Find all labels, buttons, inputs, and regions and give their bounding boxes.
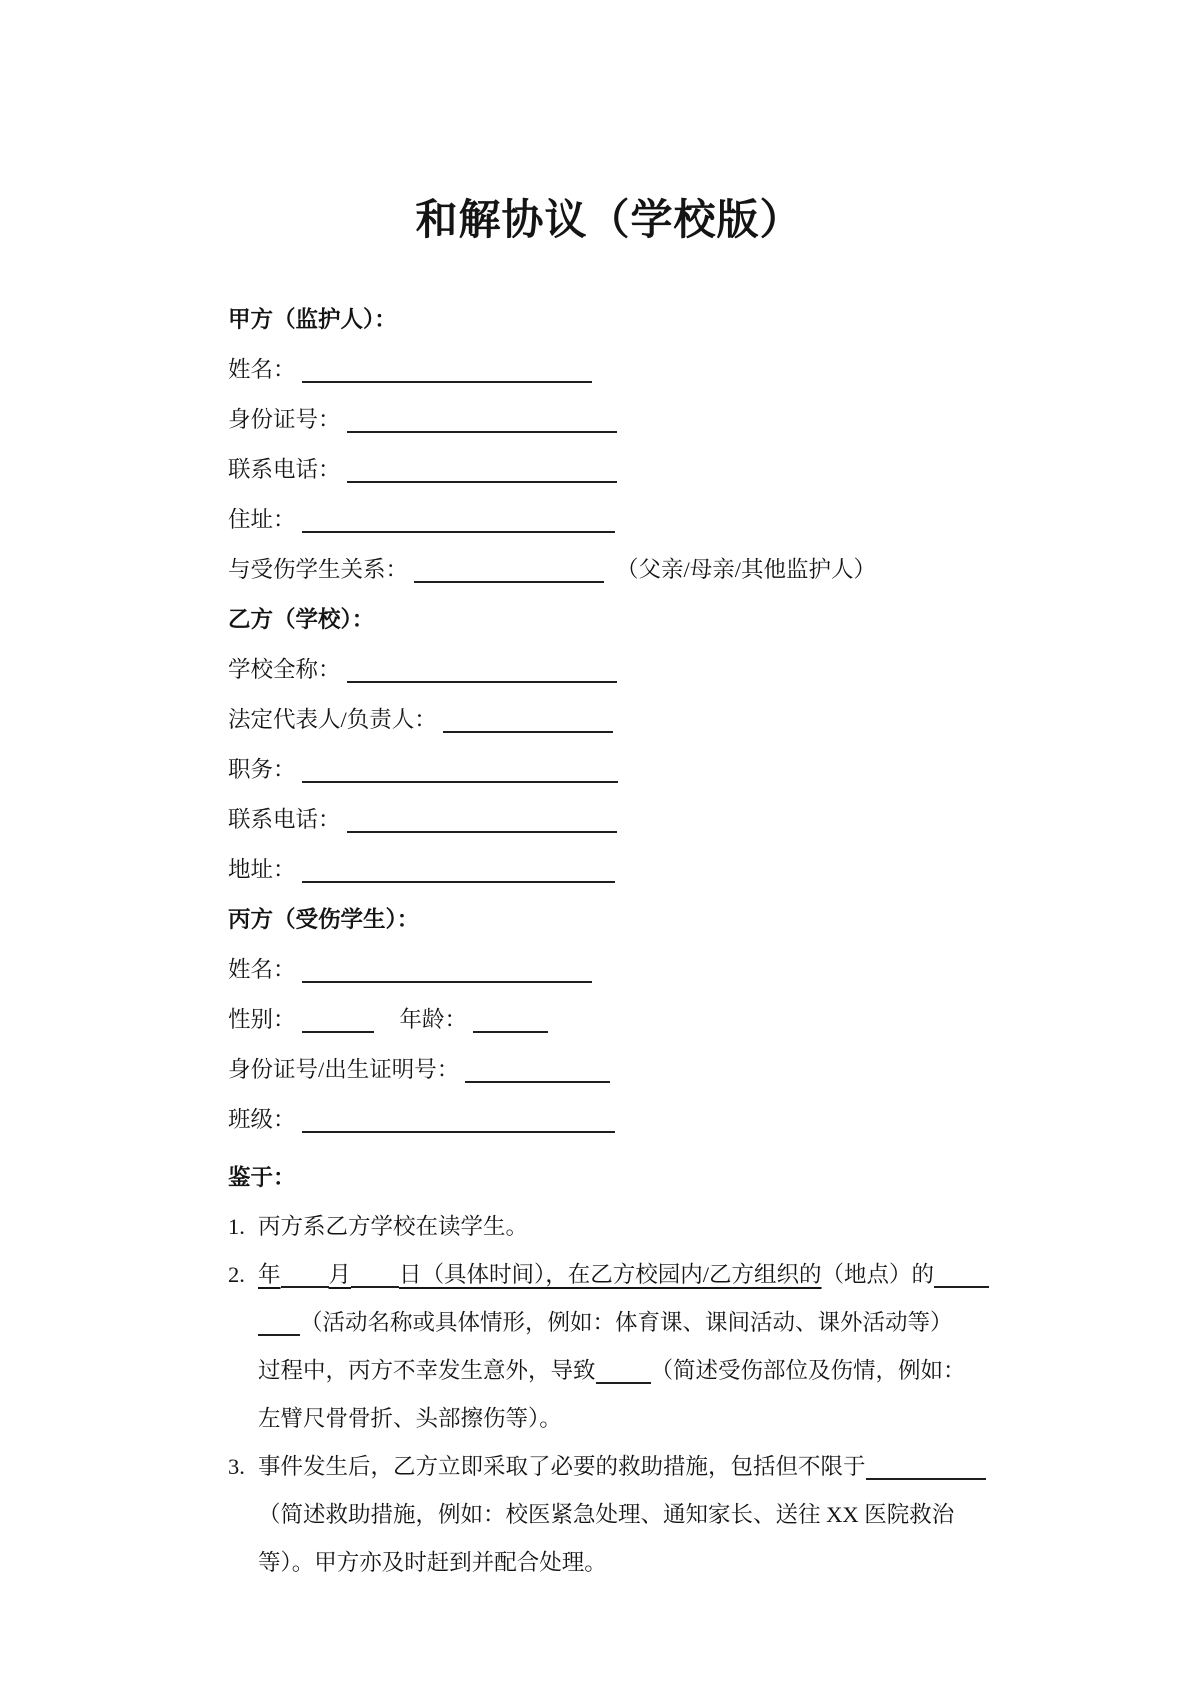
field-label: 地址： bbox=[228, 857, 296, 882]
field-label: 性别： bbox=[228, 1007, 296, 1032]
field-label: 住址： bbox=[228, 507, 296, 532]
field-suffix: （父亲/母亲/其他监护人） bbox=[616, 557, 877, 582]
clause-text: 月 bbox=[328, 1262, 352, 1287]
field-label: 年龄： bbox=[399, 1007, 468, 1032]
fill-in-blank[interactable] bbox=[347, 809, 617, 833]
item-body bbox=[258, 1443, 990, 1587]
whereas-section bbox=[228, 1153, 990, 1587]
field-row bbox=[228, 545, 990, 595]
numbered-item bbox=[228, 1251, 990, 1443]
fill-in-blank[interactable] bbox=[302, 359, 592, 383]
fill-in-blank[interactable] bbox=[934, 1264, 989, 1288]
field-row bbox=[228, 495, 990, 545]
fill-in-blank[interactable] bbox=[302, 1009, 374, 1033]
party-c-fields bbox=[228, 945, 990, 1145]
clause-text: 等）。甲方亦及时赶到并配合处理。 bbox=[258, 1550, 607, 1575]
item-number: 1. bbox=[228, 1214, 245, 1239]
field-row bbox=[228, 695, 990, 745]
clause-text: （地点）的 bbox=[821, 1262, 935, 1287]
party-b-heading: 乙方（学校）： bbox=[228, 607, 375, 632]
field-label: 联系电话： bbox=[228, 457, 341, 482]
field-row bbox=[228, 795, 990, 845]
fill-in-blank[interactable] bbox=[302, 959, 592, 983]
clause-text: 丙方系乙方学校在读学生。 bbox=[258, 1214, 529, 1239]
field-row bbox=[228, 945, 990, 995]
item-number: 2. bbox=[228, 1262, 245, 1287]
clause-line bbox=[258, 1251, 990, 1299]
field-row bbox=[228, 645, 990, 695]
fill-in-blank[interactable] bbox=[347, 459, 617, 483]
clause-line bbox=[258, 1539, 990, 1587]
clause-text: 左臂尺骨骨折、头部擦伤等）。 bbox=[258, 1406, 562, 1431]
fill-in-blank[interactable] bbox=[473, 1009, 548, 1033]
field-row bbox=[228, 1045, 990, 1095]
fill-in-blank[interactable] bbox=[281, 1264, 329, 1288]
document-title: 和解协议（学校版） bbox=[415, 196, 803, 243]
fill-in-blank[interactable] bbox=[866, 1456, 986, 1480]
fill-in-blank[interactable] bbox=[302, 859, 615, 883]
party-c-heading: 丙方（受伤学生）： bbox=[228, 907, 420, 932]
fill-in-blank[interactable] bbox=[414, 559, 604, 583]
fill-in-blank[interactable] bbox=[443, 709, 613, 733]
clause-text: （简述救助措施，例如：校医紧急处理、通知家长、送往 XX 医院救治 bbox=[258, 1502, 955, 1527]
field-label: 班级： bbox=[228, 1107, 296, 1132]
clause-text: 年 bbox=[258, 1262, 281, 1287]
clause-text: （活动名称或具体情形，例如：体育课、课间活动、课外活动等） bbox=[300, 1310, 953, 1335]
field-row bbox=[228, 995, 990, 1045]
party-b-fields bbox=[228, 645, 990, 895]
clause-line bbox=[258, 1491, 990, 1539]
item-number: 3. bbox=[228, 1454, 245, 1479]
field-label: 姓名： bbox=[228, 957, 296, 982]
field-label: 身份证号： bbox=[228, 407, 341, 432]
clause-line bbox=[258, 1203, 990, 1251]
party-a-heading: 甲方（监护人）： bbox=[228, 307, 397, 332]
field-row bbox=[228, 1095, 990, 1145]
numbered-item bbox=[228, 1203, 990, 1251]
field-label: 姓名： bbox=[228, 357, 296, 382]
fill-in-blank[interactable] bbox=[465, 1059, 610, 1083]
clause-line bbox=[258, 1443, 990, 1491]
clause-text: （简述受伤部位及伤情，例如： bbox=[650, 1358, 966, 1383]
fill-in-blank[interactable] bbox=[258, 1312, 300, 1336]
clause-line bbox=[258, 1395, 990, 1443]
field-row bbox=[228, 445, 990, 495]
field-label: 学校全称： bbox=[228, 657, 341, 682]
fill-in-blank[interactable] bbox=[302, 759, 618, 783]
item-body bbox=[258, 1251, 990, 1443]
party-c-section bbox=[228, 895, 990, 1145]
clause-text: 过程中，丙方不幸发生意外，导致 bbox=[258, 1358, 596, 1383]
field-row bbox=[228, 745, 990, 795]
field-label: 法定代表人/负责人： bbox=[228, 707, 437, 732]
fill-in-blank[interactable] bbox=[596, 1360, 651, 1384]
item-body bbox=[258, 1203, 990, 1251]
party-a-section bbox=[228, 295, 990, 595]
whereas-list bbox=[228, 1203, 990, 1587]
field-row bbox=[228, 345, 990, 395]
clause-text: 日（具体时间），在乙方校园内/乙方组织的 bbox=[399, 1262, 822, 1287]
fill-in-blank[interactable] bbox=[347, 659, 617, 683]
numbered-item bbox=[228, 1443, 990, 1587]
fill-in-blank[interactable] bbox=[302, 1109, 615, 1133]
field-label: 联系电话： bbox=[228, 807, 341, 832]
clause-line bbox=[258, 1299, 990, 1347]
fill-in-blank[interactable] bbox=[347, 409, 617, 433]
clause-line bbox=[258, 1347, 990, 1395]
field-label: 职务： bbox=[228, 757, 296, 782]
field-row bbox=[228, 395, 990, 445]
party-a-fields bbox=[228, 345, 990, 595]
fill-in-blank[interactable] bbox=[302, 509, 615, 533]
clause-text: 事件发生后，乙方立即采取了必要的救助措施，包括但不限于 bbox=[258, 1454, 866, 1479]
field-label: 与受伤学生关系： bbox=[228, 557, 409, 582]
whereas-heading: 鉴于： bbox=[228, 1165, 296, 1190]
party-b-section bbox=[228, 595, 990, 895]
fill-in-blank[interactable] bbox=[351, 1264, 399, 1288]
field-label: 身份证号/出生证明号： bbox=[228, 1057, 460, 1082]
field-row bbox=[228, 845, 990, 895]
